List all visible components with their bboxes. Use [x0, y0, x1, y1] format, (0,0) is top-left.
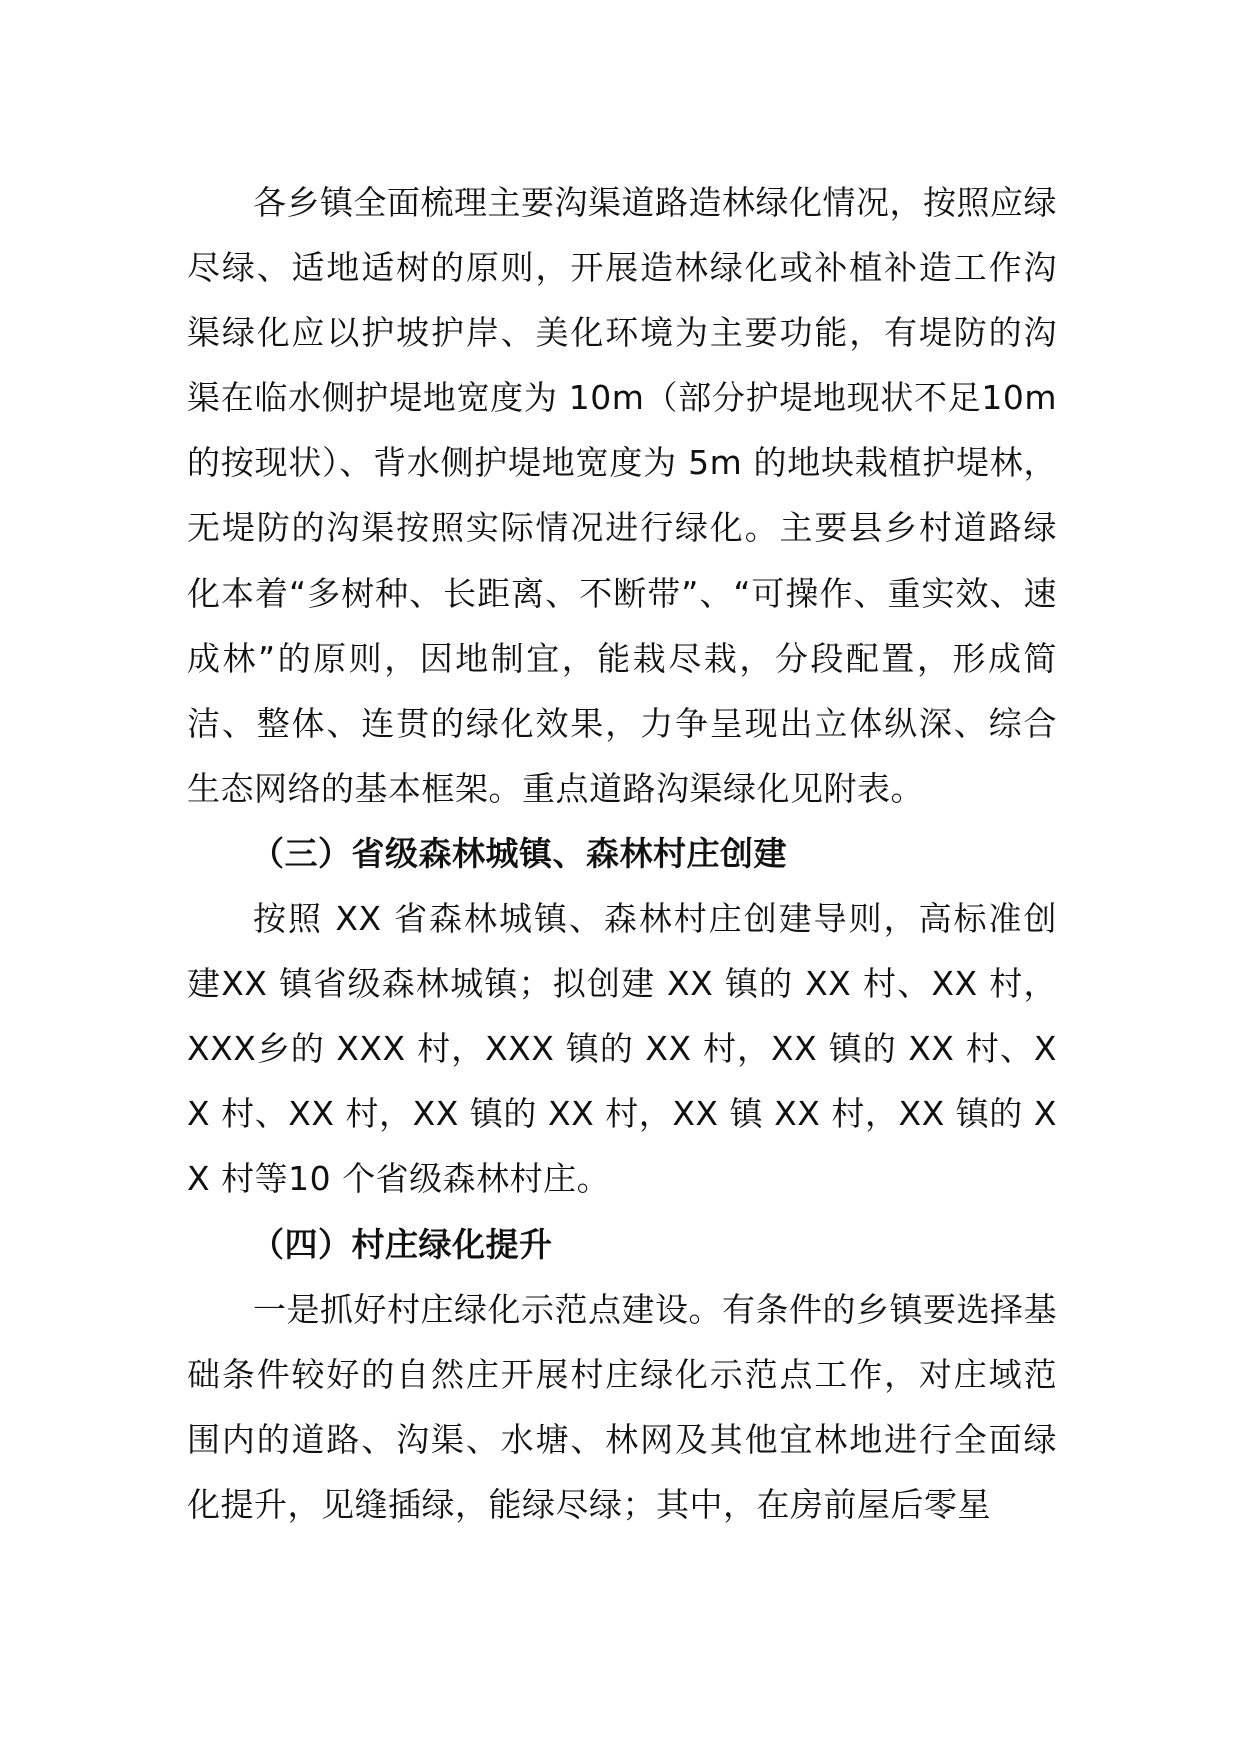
section-heading-forest-towns: （三）省级森林城镇、森林村庄创建: [251, 833, 787, 873]
document-body: [187, 170, 1057, 1537]
section-heading-village-greening: （四）村庄绿化提升: [251, 1224, 553, 1264]
paragraph-forest-villages: 按照 XX 省森林城镇、森林村庄创建导则，高标准创建XX 镇省级森林城镇；拟创建 XX 镇的 XX 村、XX 村，XXX乡的 XXX 村，XXX 镇的 XX 村，XX 镇的 XX 村、XX 村、XX 村，XX 镇的 XX 村，XX 镇 XX 村，XX 镇的 XX 村等10 个省级森林村庄。: [187, 899, 1057, 1199]
paragraph-demonstration-sites: 一是抓好村庄绿化示范点建设。有条件的乡镇要选择基础条件较好的自然庄开展村庄绿化示范点工作，对庄域范围内的道路、沟渠、水塘、林网及其他宜林地进行全面绿化提升，见缝插绿，能绿尽绿；其中，在房前屋后零星: [187, 1289, 1057, 1524]
paragraph-road-canal-greening: 各乡镇全面梳理主要沟渠道路造林绿化情况，按照应绿尽绿、适地适树的原则，开展造林绿化或补植补造工作沟渠绿化应以护坡护岸、美化环境为主要功能，有堤防的沟渠在临水侧护堤地宽度为 10m（部分护堤地现状不足10m 的按现状）、背水侧护堤地宽度为 5m 的地块栽植护堤林，无堤防的沟渠按照实际情况进行绿化。主要县乡村道路绿化本着“多树种、长距离、不断带”、“可操作、重实效、速成林”的原则，因地制宜，能栽尽栽，分段配置，形成简洁、整体、连贯的绿化效果，力争呈现出立体纵深、综合生态网络的基本框架。重点道路沟渠绿化见附表。: [187, 183, 1057, 808]
